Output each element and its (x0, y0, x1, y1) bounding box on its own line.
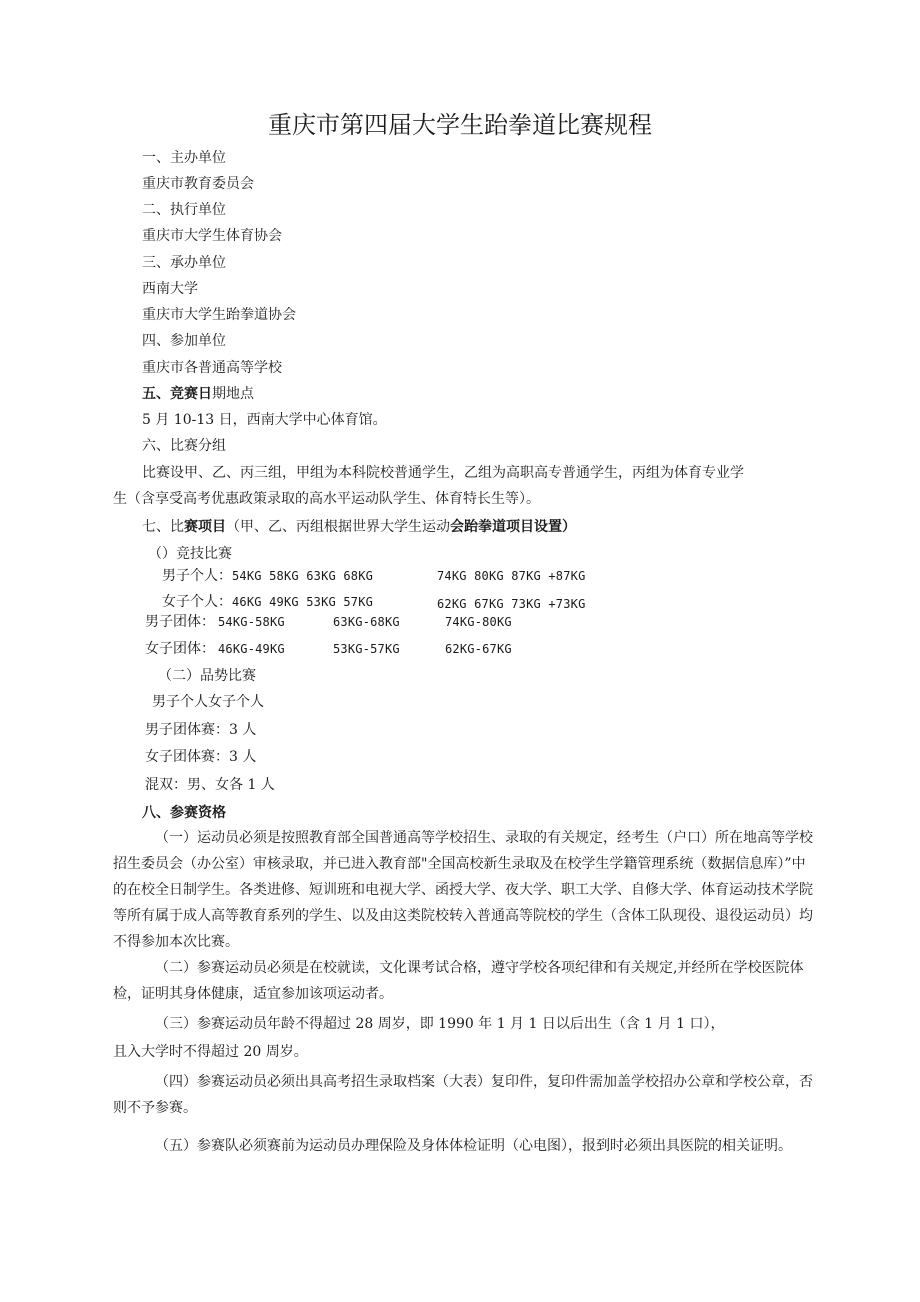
men-team-label: 男子团体： (145, 614, 215, 630)
women-individual-weights-b: 62KG 67KG 73KG +73KG (437, 597, 586, 611)
section-5-heading-bold: 五、竞赛日 (142, 386, 212, 402)
women-individual-label: 女子个人： (162, 594, 232, 610)
section-6-line-1: 比赛设甲、乙、丙三组，甲组为本科院校普通学生，乙组为高职高专普通学生，丙组为体育专业学 (142, 465, 744, 481)
section-3-heading: 三、承办单位 (142, 255, 226, 271)
section-7-heading (142, 518, 576, 536)
men-individual-row (162, 567, 373, 585)
section-4-text: 重庆市各普通高等学校 (142, 360, 282, 376)
eligibility-paragraph-5: （五）参赛队必须赛前为运动员办理保险及身体体检证明（心电图），报到时必须出具医院的相关证明。 (155, 1138, 792, 1154)
section-7-heading-a: 七、比 (142, 519, 184, 535)
women-team-label: 女子团体： (145, 641, 215, 657)
section-5-heading-rest: 期地点 (212, 386, 254, 402)
women-individual-weights-a: 46KG 49KG 53KG 57KG (232, 595, 374, 609)
poomsae-men-team: 男子团体赛：3 人 (145, 722, 257, 738)
eligibility-paragraph-2: （二）参赛运动员必须是在校就读，文化课考试合格，遵守学校各项纪律和有关规定,并经所在学校医院体检，证明其身体健康，适宜参加该项运动者。 (113, 960, 804, 1002)
men-individual-weights-b: 74KG 80KG 87KG +87KG (437, 569, 586, 583)
men-individual-label: 男子个人： (162, 568, 232, 584)
men-team-weight: 63KG-68KG (333, 615, 400, 629)
eligibility-paragraph-3-line-2: 且入大学时不得超过 20 周岁。 (113, 1044, 308, 1060)
section-3-line-1: 西南大学 (142, 281, 198, 297)
eligibility-paragraph-1: （一）运动员必须是按照教育部全国普通高等学校招生、录取的有关规定，经考生（户口）所在地高等学校招生委员会（办公室）审核录取，并已进入教育部"全国高校新生录取及在校学生学籍管理系统（数据信息库）”中的在校全日制学生。各类进修、短训班和电视大学、函授大学、夜大学、职工大学、自修大学、体育运动技术学院等所有属于成人高等教育系列的学生、以及由这类院校转入普通高等院校的学生（含体工队现役、退役运动员）均不得参加本次比赛。 (113, 830, 813, 950)
section-5-heading (142, 385, 254, 403)
women-team-weight: 62KG-67KG (445, 642, 512, 656)
women-team-weight: 46KG-49KG (218, 642, 285, 656)
poomsae-individual: 男子个人女子个人 (152, 694, 264, 710)
eligibility-paragraph-4: （四）参赛运动员必须出具高考招生录取档案（大表）复印件，复印件需加盖学校招办公章和学校公章，否则不予参赛。 (113, 1074, 813, 1116)
men-individual-weights-a: 54KG 58KG 63KG 68KG (232, 569, 374, 583)
section-7-heading-d: 会跆拳道项目设置） (450, 519, 576, 535)
section-7-heading-c: （甲、乙、丙组根据世界大学生运动 (226, 519, 450, 535)
section-2-heading: 二、执行单位 (142, 202, 226, 218)
competition-subheading: （）竞技比赛 (148, 546, 232, 562)
poomsae-mixed-pairs: 混双：男、女各 1 人 (145, 777, 275, 793)
eligibility-paragraph-3-line-1: （三）参赛运动员年龄不得超过 28 周岁，即 1990 年 1 月 1 日以后出生（含 1 月 1 口）， (155, 1016, 725, 1032)
section-8-heading: 八、参赛资格 (142, 805, 226, 821)
men-team-weight: 74KG-80KG (445, 615, 512, 629)
section-3-line-2: 重庆市大学生跆拳道协会 (142, 307, 296, 323)
section-4-heading: 四、参加单位 (142, 333, 226, 349)
poomsae-women-team: 女子团体赛：3 人 (145, 749, 257, 765)
women-individual-row (162, 593, 373, 611)
poomsae-subheading: （二）品势比赛 (158, 668, 256, 684)
section-1-heading: 一、主办单位 (142, 150, 226, 166)
men-team-weight: 54KG-58KG (218, 615, 285, 629)
section-2-text: 重庆市大学生体育协会 (142, 228, 282, 244)
page-title: 重庆市第四届大学生跆拳道比赛规程 (268, 111, 652, 139)
section-1-text: 重庆市教育委员会 (142, 176, 254, 192)
section-6-heading: 六、比赛分组 (142, 438, 226, 454)
section-6-line-2: 生（含享受高考优惠政策录取的高水平运动队学生、体育特长生等）。 (113, 491, 540, 507)
section-5-text: 5 月 10-13 日，西南大学中心体育馆。 (142, 412, 387, 428)
women-team-weight: 53KG-57KG (333, 642, 400, 656)
section-7-heading-b: 赛项目 (184, 519, 226, 535)
